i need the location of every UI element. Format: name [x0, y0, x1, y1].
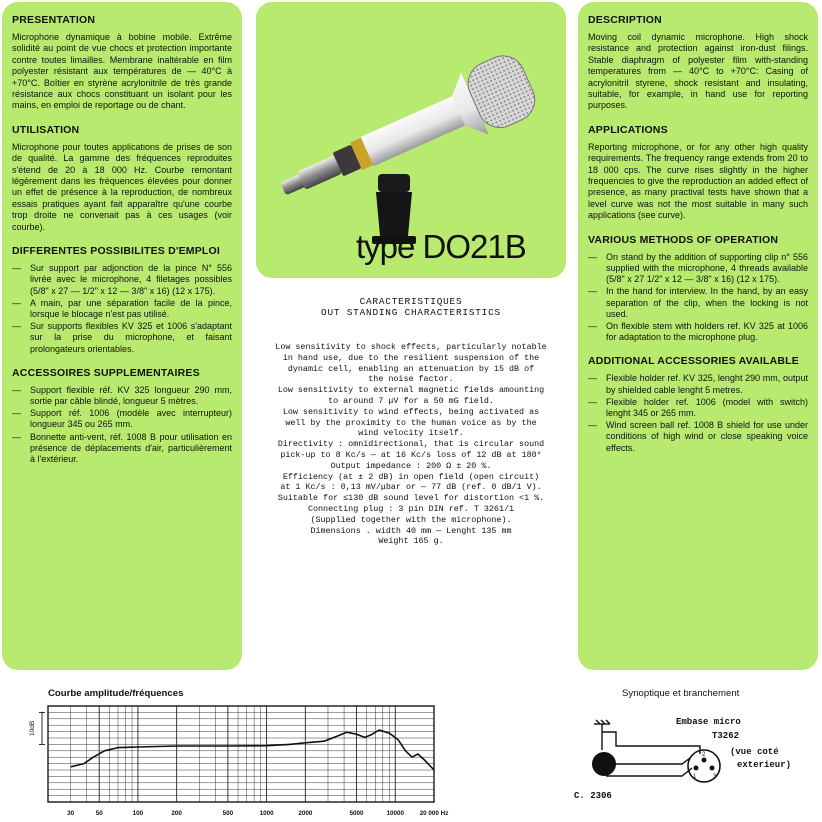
possibilites-heading: DIFFERENTES POSSIBILITES D'EMPLOI: [12, 245, 221, 258]
characteristics-line: wind velocity itself.: [358, 428, 464, 439]
list-item: — In the hand for interview. In the hand, by an easy separation of the clip, when the locking is not used.: [588, 286, 808, 320]
presentation-heading: PRESENTATION: [12, 14, 96, 26]
applications-text: Reporting microphone, or for any other high quality requirements. The frequency range extends from 20 to 18 000 cps. The curve rises slightly in the higher frequencies to give the reproduction an added effect of presence, as many practival tests have shown that a level curve was not the most suitable in many such applications (see curve).: [588, 141, 808, 221]
characteristics-line: Low sensitivity to shock effects, particularly notable: [275, 342, 547, 352]
list-item: — Flexible holder ref. KV 325, lenght 290 mm, output by shielded cable lenght 5 metres.: [588, 373, 808, 395]
pin-label: 3: [713, 774, 717, 780]
applications-heading: APPLICATIONS: [588, 123, 668, 136]
list-item: — Flexible holder ref. 1006 (model with switch) lenght 345 or 265 mm.: [588, 397, 808, 419]
frequency-response-chart: [10, 700, 490, 822]
synoptique-title: Synoptique et branchement: [622, 688, 740, 699]
x-tick-label: 50: [95, 810, 103, 817]
x-tick-label: 100: [132, 810, 144, 817]
description-heading: DESCRIPTION: [588, 14, 662, 26]
x-tick-label: 2000: [298, 810, 313, 817]
list-item: — Support réf. 1006 (modèle avec interrupteur) longueur 345 ou 265 mm.: [12, 408, 232, 430]
characteristics-lines: [254, 342, 568, 547]
english-panel: [578, 2, 818, 670]
characteristics-line: Efficiency (at ± 2 dB) in open field (open circuit): [282, 471, 540, 482]
list-item: — On flexible stem with holders ref. KV 325 at 1006 for adaptation to the microphone plug.: [588, 321, 808, 343]
product-photo-panel: [256, 2, 566, 278]
microphone-capsule-symbol: [592, 752, 616, 776]
characteristics-line: to around 7 μV for a 50 mG field.: [328, 395, 494, 406]
characteristics-line: Connecting plug : 3 pin DIN ref. T 3261/1: [307, 503, 515, 514]
list-item: — Sur supports flexibles KV 325 et 1006 s'adaptant sur la prise du microphone, et faisant prolongateurs orientables.: [12, 321, 232, 355]
x-tick-label: 1000: [259, 810, 274, 817]
x-tick-label: 5000: [349, 810, 364, 817]
characteristics-line: Weight 165 g.: [378, 536, 444, 547]
characteristics-line: in hand use, due to the resilient suspension of the: [282, 352, 540, 363]
response-curve: [71, 730, 434, 770]
characteristics-line: Dimensions . width 40 mm — Lenght 135 mm: [310, 525, 512, 536]
x-tick-label: 30: [67, 810, 75, 817]
characteristics-block: [254, 296, 568, 547]
label-vue2: exterieur): [737, 760, 792, 770]
product-type-label: type DO21B: [356, 228, 526, 265]
label-c2306: C. 2306: [574, 791, 612, 801]
characteristics-title-fr: CARACTERISTIQUES: [359, 296, 463, 307]
x-tick-label: 500: [222, 810, 234, 817]
characteristics-line: well by the proximity to the human voice as by the: [285, 417, 537, 428]
presentation-text: Microphone dynamique à bobine mobile. Extrême solidité au point de vue chocs et protection importante contre toutes limailles. Membrane inaltérable en film polyester résistant aux températures de — 40°C à +70°C. Boîtier en styrène acrylonitrile de très grande résistance aux chocs constituant un isolant pour les mains, en emploi de reportage ou de chant.: [12, 32, 232, 111]
methods-list: [588, 252, 808, 344]
label-ref: T3262: [712, 731, 740, 741]
characteristics-line: Suitable for ≤130 dB sound level for distortion <1 %.: [277, 493, 545, 504]
characteristics-line: Low sensitivity to wind effects, being activated as: [282, 406, 540, 417]
list-item: — Sur support par adjonction de la pince N° 556 livrée avec le microphone, 4 filetages possibles (5/8" x 27 — 1/2" x 12 — 3/8" x 16) (12 x 175).: [12, 263, 232, 297]
x-tick-label: 10000: [386, 810, 405, 817]
characteristics-line: (Supplied together with the microphone).: [310, 514, 512, 525]
x-tick-label: 200: [171, 810, 182, 817]
wiring-diagram: [572, 706, 812, 816]
characteristics-title-en: OUT STANDING CHARACTERISTICS: [321, 307, 501, 318]
french-panel: [2, 2, 242, 670]
label-embase: Embase micro: [676, 717, 741, 727]
y-axis-label: 10dB: [29, 720, 36, 736]
chart-title: Courbe amplitude/fréquences: [48, 688, 184, 699]
chart-frame: [48, 706, 434, 802]
utilisation-heading: UTILISATION: [12, 123, 80, 136]
x-tick-label: 20 000 Hz: [419, 810, 449, 817]
list-item: — Bonnette anti-vent, réf. 1008 B pour utilisation en présence de déplacements d'air, particulièrement à l'extérieur.: [12, 432, 232, 466]
characteristics-line: pick-up to 8 Kc/s — at 16 Kc/s loss of 12 dB at 180°: [280, 449, 542, 460]
characteristics-line: the noise factor.: [368, 374, 454, 385]
description-text: Moving coil dynamic microphone. High shock resistance and protection against iron-dust filings. Stable diaphragm of polyester film with-standing temperatures from — 40°C to +70°C: Casing of acrylonitril styrene, shock resistant and insulating, suitable, for example, in hand use for reporting purposes.: [588, 32, 808, 111]
possibilites-list: [12, 263, 232, 355]
additional-heading: ADDITIONAL ACCESSORIES AVAILABLE: [588, 355, 799, 368]
list-item: — Wind screen ball ref. 1008 B shield for use under conditions of high wind or close speaking voice effects.: [588, 420, 808, 454]
label-vue1: (vue coté: [730, 747, 779, 757]
characteristics-line: Output impedance : 200 Ω ± 20 %.: [330, 460, 492, 471]
accessoires-heading: ACCESSOIRES SUPPLEMENTAIRES: [12, 366, 200, 379]
list-item: — A main, par une séparation facile de la pince, lorsque le blocage n'est pas utilisé.: [12, 298, 232, 320]
list-item: — On stand by the addition of supporting clip n° 556 supplied with the microphone, 4 threads available (5/8" x 27 1/2" x 12 — 3/8" x 16) (12 x 175).: [588, 252, 808, 286]
pin-label: 1: [693, 774, 697, 780]
characteristics-line: Low sensitivity to external magnetic fields amounting: [277, 385, 545, 396]
characteristics-line: at 1 Kc/s : 0,13 mV/μbar or — 77 dB (ref. 0 dB/1 V).: [280, 482, 542, 493]
characteristics-line: Directivity : omnidirectional, that is circular sound: [277, 439, 545, 450]
list-item: — Support flexible réf. KV 325 longueur 290 mm, sortie par câble blindé, longueur 5 mètres.: [12, 385, 232, 407]
methods-heading: VARIOUS METHODS OF OPERATION: [588, 233, 779, 246]
accessoires-list: [12, 385, 232, 465]
characteristics-line: dynamic cell, enabling an attenuation by 15 dB of: [287, 363, 535, 374]
pin-label: 2: [702, 752, 706, 758]
additional-list: [588, 373, 808, 453]
utilisation-text: Microphone pour toutes applications de prises de son de qualité. La gamme des fréquences reproduites s'étend de 20 à 18 000 Hz. Courbe remontant légèrement dans les fréquences élevées pour donner un effet de présence à la reproduction, de nombreux essais pratiques ayant fait apparaître qu'une courbe trop droite ne convenait pas à ces usages (voir courbe).: [12, 141, 232, 232]
